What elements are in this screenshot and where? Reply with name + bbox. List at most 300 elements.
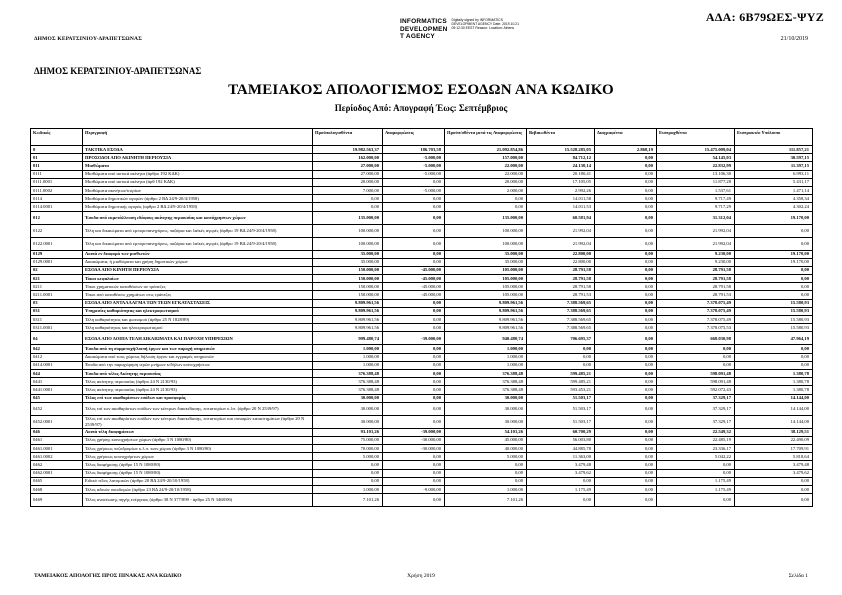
footer-page-number: Σελίδα 1	[788, 573, 808, 579]
table-row	[31, 477, 813, 485]
table-row	[31, 361, 813, 369]
table-row	[31, 461, 813, 469]
row-description: Μισθώματα	[83, 162, 313, 170]
table-row	[31, 170, 813, 178]
row-code: 045	[31, 394, 83, 402]
row-value-2: 45.000,00	[445, 436, 527, 444]
row-value-2: 940.480,74	[445, 332, 527, 345]
row-value-3: 28.791,53	[527, 291, 595, 299]
row-value-4: 0,00	[595, 186, 657, 194]
row-value-1: 0,00	[383, 378, 445, 386]
row-value-0: 9.809.961,56	[313, 307, 383, 315]
row-value-5: 28.791,53	[657, 291, 735, 299]
col-remaining: Εισπρακτέο Υπόλοιπο	[735, 129, 813, 146]
row-value-1: -39.000,00	[383, 332, 445, 345]
row-value-6: 1.380,78	[735, 378, 813, 386]
row-value-1: 0,00	[383, 345, 445, 353]
row-value-3: 17.105,05	[527, 178, 595, 186]
row-description: ΤΑΚΤΙΚΑ ΕΣΟΔΑ	[83, 146, 313, 154]
row-value-6: 6.993,11	[735, 170, 813, 178]
row-value-3: 22.800,00	[527, 250, 595, 258]
row-code: 0441	[31, 378, 83, 386]
logo-line-1: INFORMATICS	[400, 18, 447, 25]
row-value-0: 1.000,00	[313, 353, 383, 361]
row-value-4: 0,00	[595, 469, 657, 477]
row-value-1: 0,00	[383, 394, 445, 402]
row-value-4: 0,00	[595, 369, 657, 377]
row-description: Έσοδα από τέλος Ακίνητης περιουσίας	[83, 369, 313, 377]
row-value-2: 0,00	[445, 461, 527, 469]
row-value-5: 28.791,58	[657, 283, 735, 291]
row-code: 0311.0001	[31, 324, 83, 332]
row-value-3: 7.388.569,65	[527, 316, 595, 324]
table-row	[31, 186, 813, 194]
row-value-3: 22.800,00	[527, 258, 595, 266]
row-value-3: 11.363,00	[527, 453, 595, 461]
table-row	[31, 307, 813, 315]
row-value-0: 7.000,00	[313, 186, 383, 194]
row-value-3: 51.503,17	[527, 394, 595, 402]
row-value-1: 186.703,58	[383, 146, 445, 154]
row-value-6: 14.144,00	[735, 394, 813, 402]
row-value-1: -30.000,00	[383, 436, 445, 444]
row-code: 044	[31, 369, 83, 377]
row-code: 0114	[31, 195, 83, 203]
row-value-0: 150.000,00	[313, 291, 383, 299]
row-value-0: 93.101,26	[313, 428, 383, 436]
row-value-2: 105.000,00	[445, 275, 527, 283]
row-value-4: 0,00	[595, 332, 657, 345]
row-value-6: 19.170,00	[735, 250, 813, 258]
row-value-4: 0,00	[595, 195, 657, 203]
row-value-5: 668.030,98	[657, 332, 735, 345]
row-value-1: 0,00	[383, 361, 445, 369]
row-description: Τέλη και δικαιώματα από εμποροπανηγύρεις, παζάρια και λαϊκές αγορές (άρθρο 19 ΒΔ 24/9-20/4/1958)	[83, 237, 313, 250]
row-value-0: 376.388,48	[313, 369, 383, 377]
table-row	[31, 275, 813, 283]
row-value-1: 0,00	[383, 461, 445, 469]
row-description: Ειδικό τέλος λατομικών (άρθρο 20 ΒΔ 24/9-20/10/1958)	[83, 477, 313, 485]
logo-line-2: DEVELOPMEN	[400, 25, 448, 33]
row-value-0: 27.000,00	[313, 162, 383, 170]
table-row	[31, 402, 813, 415]
row-value-3: 2.992,26	[527, 186, 595, 194]
row-value-5: 598.091,48	[657, 369, 735, 377]
row-value-2: 100.000,00	[445, 237, 527, 250]
row-value-4: 0,00	[595, 453, 657, 461]
row-value-2: 54.101,26	[445, 428, 527, 436]
row-value-2: 105.000,00	[445, 291, 527, 299]
row-value-1: -5.000,00	[383, 154, 445, 162]
row-value-3: 706.695,37	[527, 332, 595, 345]
row-value-0: 35.000,00	[313, 258, 383, 266]
table-row	[31, 237, 813, 250]
row-value-5: 0,00	[657, 353, 735, 361]
row-value-5: 0,00	[657, 469, 735, 477]
row-value-6: 14.144,00	[735, 402, 813, 415]
table-body	[31, 146, 813, 507]
row-description: Τόκοι κεφαλαίων	[83, 275, 313, 283]
row-code: 0461.0002	[31, 453, 83, 461]
row-value-6: 47.964,19	[735, 332, 813, 345]
row-value-4: 0,00	[595, 324, 657, 332]
footer-center: Χρήση 2019	[407, 573, 435, 579]
row-code: 0122.0001	[31, 237, 83, 250]
row-value-3: 28.791,58	[527, 275, 595, 283]
row-code: 02	[31, 266, 83, 274]
row-description: Μισθώματα ακινήτων/κτιρίων	[83, 186, 313, 194]
row-value-3: 0,00	[527, 345, 595, 353]
row-value-0: 162.000,00	[313, 154, 383, 162]
row-value-1: 0,00	[383, 258, 445, 266]
row-code: 012	[31, 211, 83, 224]
row-value-0: 0,00	[313, 203, 383, 211]
row-value-3: 56.003,80	[527, 436, 595, 444]
row-value-5: 9.717,49	[657, 195, 735, 203]
row-value-5: 31.312,04	[657, 211, 735, 224]
row-description: ΠΡΟΣΟΔΟΙ ΑΠΟ ΑΚΙΝΗΤΗ ΠΕΡΙΟΥΣΙΑ	[83, 154, 313, 162]
table-row	[31, 353, 813, 361]
row-value-1: 0,00	[383, 203, 445, 211]
row-value-6: 111.857,21	[735, 146, 813, 154]
row-code: 031	[31, 307, 83, 315]
header-left-text: ΔΗΜΟΣ ΚΕΡΑΤΣΙΝΙΟΥ-ΔΡΑΠΕΤΣΩΝΑΣ	[34, 36, 142, 42]
row-value-0: 27.000,00	[313, 170, 383, 178]
row-value-6: 1.380,78	[735, 369, 813, 377]
row-value-4: 0,00	[595, 461, 657, 469]
row-description: Τέλος χρήσεως πεζοδρομίων κ.λ.π. κοιν.χώρου (άρθρο 3 Ν 1080/80)	[83, 445, 313, 453]
row-value-2: 105.000,00	[445, 283, 527, 291]
row-code: 0211.0001	[31, 291, 83, 299]
row-value-3: 0,00	[527, 361, 595, 369]
row-value-5: 5.042,22	[657, 453, 735, 461]
row-value-5: 11.877,28	[657, 178, 735, 186]
period-subtitle: Περίοδος Από: Απογραφή Έως: Σεπτέμβριος	[334, 103, 508, 113]
table-row	[31, 283, 813, 291]
row-value-3: 14.011,53	[527, 203, 595, 211]
row-code: 01	[31, 154, 83, 162]
row-value-1: -45.000,00	[383, 283, 445, 291]
row-description: Τέλος επί των ακαθαρίστων εσόδων των κέντρων διασκέδασης, εστιατορίων και συναφών καταστημάτων (άρθρο 20 Ν 2539/97)	[83, 415, 313, 428]
row-code: 0111	[31, 170, 83, 178]
row-value-2: 1.000,00	[445, 353, 527, 361]
row-value-2: 9.809.961,56	[445, 316, 527, 324]
row-code: 0122	[31, 224, 83, 237]
row-value-3: 7.388.569,65	[527, 324, 595, 332]
row-value-1: 0,00	[383, 178, 445, 186]
row-value-0: 150.000,00	[313, 275, 383, 283]
row-value-1: -45.000,00	[383, 291, 445, 299]
row-value-5: 23.336,17	[657, 445, 735, 453]
row-description: Τέλος ακίνητης περιουσίας (άρθρο 24 Ν 2130/93)	[83, 378, 313, 386]
row-value-6: 1.471,14	[735, 186, 813, 194]
row-value-0: 30.000,00	[313, 402, 383, 415]
table-row	[31, 178, 813, 186]
row-value-1: 0,00	[383, 369, 445, 377]
row-value-5: 54.145,03	[657, 154, 735, 162]
row-value-5: 0,00	[657, 345, 735, 353]
row-value-4: 0,00	[595, 353, 657, 361]
row-description: Δικαιώματα, ή μισθώματα και χρήση δημοτικών χώρων	[83, 258, 313, 266]
row-description: Τέλη καθαριότητας και ηλεκτροφωτισμού	[83, 324, 313, 332]
row-code: 0452	[31, 402, 83, 415]
row-value-3: 21.992,04	[527, 224, 595, 237]
row-value-5: 21.992,04	[657, 224, 735, 237]
row-value-2: 1.000,00	[445, 345, 527, 353]
row-value-6: 38.129,51	[735, 428, 813, 436]
row-value-1: 0,00	[383, 415, 445, 428]
row-value-1: -5.000,00	[383, 170, 445, 178]
row-value-6: 0,00	[735, 224, 813, 237]
row-value-1: 0,00	[383, 307, 445, 315]
row-description: Έσοδα από τη συμμετοχή/λοιπή έργων και των παροχή υπηρεσιών	[83, 345, 313, 353]
table-header-row	[31, 129, 813, 146]
row-value-4: 0,00	[595, 402, 657, 415]
row-value-4: 0,00	[595, 266, 657, 274]
table-row	[31, 494, 813, 507]
table-head	[31, 129, 813, 146]
table-row	[31, 369, 813, 377]
row-value-2: 100.000,00	[445, 224, 527, 237]
row-description: Τέλος επί των ακαθαρίστων εσόδων και προσφοράς	[83, 394, 313, 402]
row-value-5: 7.378.075,49	[657, 299, 735, 307]
row-code: 0452.0001	[31, 415, 83, 428]
row-value-6: 11.397,15	[735, 162, 813, 170]
row-value-1: 0,00	[383, 224, 445, 237]
row-value-2: 20.000,00	[445, 178, 527, 186]
row-value-4: 0,00	[595, 445, 657, 453]
row-value-2: 21.092.854,86	[445, 146, 527, 154]
row-code: 0468	[31, 486, 83, 494]
row-description: Λοιπά εν διαφορά των μισθωτών	[83, 250, 313, 258]
row-description: Μισθώματα δημοτικών αγορών (άρθρο 2 ΒΔ 24/9-20/4/1958)	[83, 195, 313, 203]
row-code: 0114.0001	[31, 203, 83, 211]
row-value-2: 157.000,00	[445, 154, 527, 162]
table-row	[31, 316, 813, 324]
col-budgeted: Προϋπολογισθέντα	[313, 129, 383, 146]
row-description: Λοιπά τέλη διαφημίσεων	[83, 428, 313, 436]
row-value-1: -39.000,00	[383, 428, 445, 436]
row-value-2: 22.000,00	[445, 162, 527, 170]
row-value-4: 0,00	[595, 291, 657, 299]
row-value-1: 0,00	[383, 211, 445, 224]
table-row	[31, 415, 813, 428]
row-value-3: 51.503,17	[527, 402, 595, 415]
ada-code: ΑΔΑ: 6Β79ΩΕΣ-ΨΥΖ	[705, 10, 824, 24]
row-description: Μισθώματα δημοτικής αγοράς (αρθρο 2 ΒΔ 24/9-20/4/1958)	[83, 203, 313, 211]
table-row	[31, 436, 813, 444]
row-value-5: 7.378.075,49	[657, 307, 735, 315]
row-value-3: 51.503,17	[527, 415, 595, 428]
row-value-5: 0,00	[657, 494, 735, 507]
row-value-0: 135.000,00	[313, 211, 383, 224]
row-value-1: 0,00	[383, 386, 445, 394]
row-value-4: 0,00	[595, 237, 657, 250]
row-value-4: 0,00	[595, 178, 657, 186]
row-value-0: 0,00	[313, 469, 383, 477]
row-value-1: 0,00	[383, 299, 445, 307]
row-description: Τέλος ακίνητης περιουσίας (άρθρο 24 Ν 2130/93)	[83, 386, 313, 394]
row-description: Τέλος διαφήμισης (άρθρο 15 Ν 1080/80)	[83, 469, 313, 477]
row-value-5: 1.175,49	[657, 477, 735, 485]
row-value-3: 60.700,29	[527, 428, 595, 436]
table-row	[31, 386, 813, 394]
row-code: 042	[31, 345, 83, 353]
row-value-3: 14.011,58	[527, 195, 595, 203]
row-value-6: 14.144,00	[735, 415, 813, 428]
row-value-4: 0,00	[595, 415, 657, 428]
row-value-1: -45.000,00	[383, 275, 445, 283]
idika-logo	[400, 18, 522, 41]
row-value-0: 100.000,00	[313, 224, 383, 237]
row-code: 04	[31, 332, 83, 345]
row-value-3: 20.180,41	[527, 170, 595, 178]
row-value-3: 84.712,12	[527, 154, 595, 162]
row-code: 0461	[31, 436, 83, 444]
row-value-5: 22.832,99	[657, 162, 735, 170]
row-value-0: 1.000,00	[313, 486, 383, 494]
row-value-6: 15.580,93	[735, 316, 813, 324]
row-value-6: 4.302,24	[735, 203, 813, 211]
row-value-5: 592.072,43	[657, 386, 735, 394]
row-code: 0129.0001	[31, 258, 83, 266]
municipality-title: ΔΗΜΟΣ ΚΕΡΑΤΣΙΝΙΟΥ-ΔΡΑΠΕΤΣΩΝΑΣ	[34, 66, 202, 76]
page-title: ΤΑΜΕΙΑΚΟΣ ΑΠΟΛΟΓΙΣΜΟΣ ΕΣΟΔΩΝ ΑΝΑ ΚΩΔΙΚΟ	[228, 82, 614, 98]
row-value-2: 105.000,00	[445, 266, 527, 274]
footer-left: ΤΑΜΕΙΑΚΟΣ ΑΠΟΛΟΓΗΣ ΠΡΟΣ ΠΙΝΑΚΑΣ ΑΝΑ ΚΩΔΙΚΟ	[34, 573, 182, 579]
row-value-6: 22.490,09	[735, 436, 813, 444]
table-row	[31, 345, 813, 353]
row-value-2: 9.809.961,56	[445, 307, 527, 315]
table-row	[31, 332, 813, 345]
row-value-0: 19.982.563,37	[313, 146, 383, 154]
col-certified: Βεβαιωθέντα	[527, 129, 595, 146]
table-row	[31, 250, 813, 258]
row-value-6: 19.170,00	[735, 211, 813, 224]
row-value-4: 0,00	[595, 477, 657, 485]
row-value-0: 9.809.961,56	[313, 324, 383, 332]
logo-line-3: T AGENCY	[400, 33, 435, 40]
row-value-0: 70.000,00	[313, 445, 383, 453]
row-value-4: 2.868,19	[595, 146, 657, 154]
row-value-4: 0,00	[595, 316, 657, 324]
row-code: 03	[31, 299, 83, 307]
row-value-3: 7.388.569,65	[527, 299, 595, 307]
row-value-2: 35.000,00	[445, 250, 527, 258]
row-code: 021	[31, 275, 83, 283]
row-code: 0129	[31, 250, 83, 258]
row-value-0: 20.000,00	[313, 178, 383, 186]
row-value-1: 0,00	[383, 469, 445, 477]
row-value-4: 0,00	[595, 494, 657, 507]
row-value-3: 7.388.569,65	[527, 307, 595, 315]
row-value-5: 7.378.075,53	[657, 324, 735, 332]
row-description: Τόκοι από καταθέσεις χρημάτων στις τράπεζες	[83, 291, 313, 299]
row-description: Τέλη καθαριότητας και φωτισμού (άρθρο 25 Ν 1828/89)	[83, 316, 313, 324]
row-description: ΕΣΟΔΑ ΑΠΟ ΚΙΝΗΤΗ ΠΕΡΙΟΥΣΙΑ	[83, 266, 313, 274]
col-budgeted-after: Προϋπ/σθέντα μετά τις Αναμορφώσεις	[445, 129, 527, 146]
row-value-6: 0,00	[735, 361, 813, 369]
row-value-5: 0,00	[657, 461, 735, 469]
row-value-5: 9.230,00	[657, 250, 735, 258]
row-value-0: 150.000,00	[313, 283, 383, 291]
row-value-3: 599.485,21	[527, 378, 595, 386]
row-value-5: 37.329,17	[657, 394, 735, 402]
row-value-3: 44.885,78	[527, 445, 595, 453]
row-value-0: 7.101,26	[313, 494, 383, 507]
revenue-table	[30, 128, 813, 507]
table-row	[31, 211, 813, 224]
row-value-2: 9.809.961,56	[445, 299, 527, 307]
row-value-2: 0,00	[445, 469, 527, 477]
row-value-1: 0,00	[383, 316, 445, 324]
table-row	[31, 428, 813, 436]
row-value-1: 0,00	[383, 402, 445, 415]
row-value-0: 35.000,00	[313, 250, 383, 258]
row-value-3: 15.528.285,05	[527, 146, 595, 154]
row-value-3: 60.581,94	[527, 211, 595, 224]
row-value-2: 1.000,00	[445, 361, 527, 369]
table-row	[31, 299, 813, 307]
row-description: Τέλος χρήσεως κοινοχρήστων χώρων	[83, 453, 313, 461]
row-value-5: 1.537,61	[657, 186, 735, 194]
row-value-0: 150.000,00	[313, 266, 383, 274]
row-value-2: 376.388,48	[445, 386, 527, 394]
row-value-2: 35.000,00	[445, 258, 527, 266]
row-value-0: 5.000,00	[313, 453, 383, 461]
row-value-1: 0,00	[383, 353, 445, 361]
table-row	[31, 203, 813, 211]
row-value-4: 0,00	[595, 170, 657, 178]
row-value-6: 4.358,34	[735, 195, 813, 203]
row-value-2: 40.000,00	[445, 445, 527, 453]
row-value-4: 0,00	[595, 283, 657, 291]
row-value-5: 9.230,00	[657, 258, 735, 266]
row-value-3: 599.485,21	[527, 369, 595, 377]
row-value-6: 19.170,00	[735, 258, 813, 266]
row-value-3: 593.453,21	[527, 386, 595, 394]
row-value-6: 30.597,15	[735, 154, 813, 162]
row-value-5: 22.549,32	[657, 428, 735, 436]
logo-signature-text: Digitally signed by INFORMATICS DEVELOPMENT AGENCY Date: 2019.10.21 09:12:30 EEST Reason: Location: Athens	[451, 18, 520, 31]
row-value-5: 37.329,17	[657, 415, 735, 428]
row-description: ΕΣΟΔΑ ΑΠΟ ΛΟΙΠΑ ΤΕΛΗ ΔΙΚΑΙΩΜΑΤΑ ΚΑΙ ΠΑΡΟΧΗ ΥΠΗΡΕΣΙΩΝ	[83, 332, 313, 345]
row-value-5: 37.329,17	[657, 402, 735, 415]
row-value-3: 0,00	[527, 494, 595, 507]
row-value-6: 0,00	[735, 291, 813, 299]
row-value-6: 0,00	[735, 275, 813, 283]
row-value-0: 0,00	[313, 477, 383, 485]
row-value-5: 598.091,48	[657, 378, 735, 386]
col-deleted: Διαγραφέντα	[595, 129, 657, 146]
row-value-6: 5.431,17	[735, 178, 813, 186]
row-value-3: 0,00	[527, 353, 595, 361]
row-value-6: 0,00	[735, 353, 813, 361]
row-value-0: 30.000,00	[313, 415, 383, 428]
table-row	[31, 266, 813, 274]
row-value-4: 0,00	[595, 386, 657, 394]
row-description: Τέλος αδειών οικοδομών (άρθρο 23 ΒΔ 24/9-20/10/1958)	[83, 486, 313, 494]
table-row	[31, 378, 813, 386]
logo-text-block	[400, 18, 448, 41]
row-value-2: 1.000,00	[445, 486, 527, 494]
header-date: 21/10/2019	[780, 36, 808, 42]
table-row	[31, 162, 813, 170]
row-value-5: 28.791,58	[657, 275, 735, 283]
row-value-1: -9.000,00	[383, 486, 445, 494]
row-value-1: -5.000,00	[383, 162, 445, 170]
row-code: 0414.0001	[31, 361, 83, 369]
